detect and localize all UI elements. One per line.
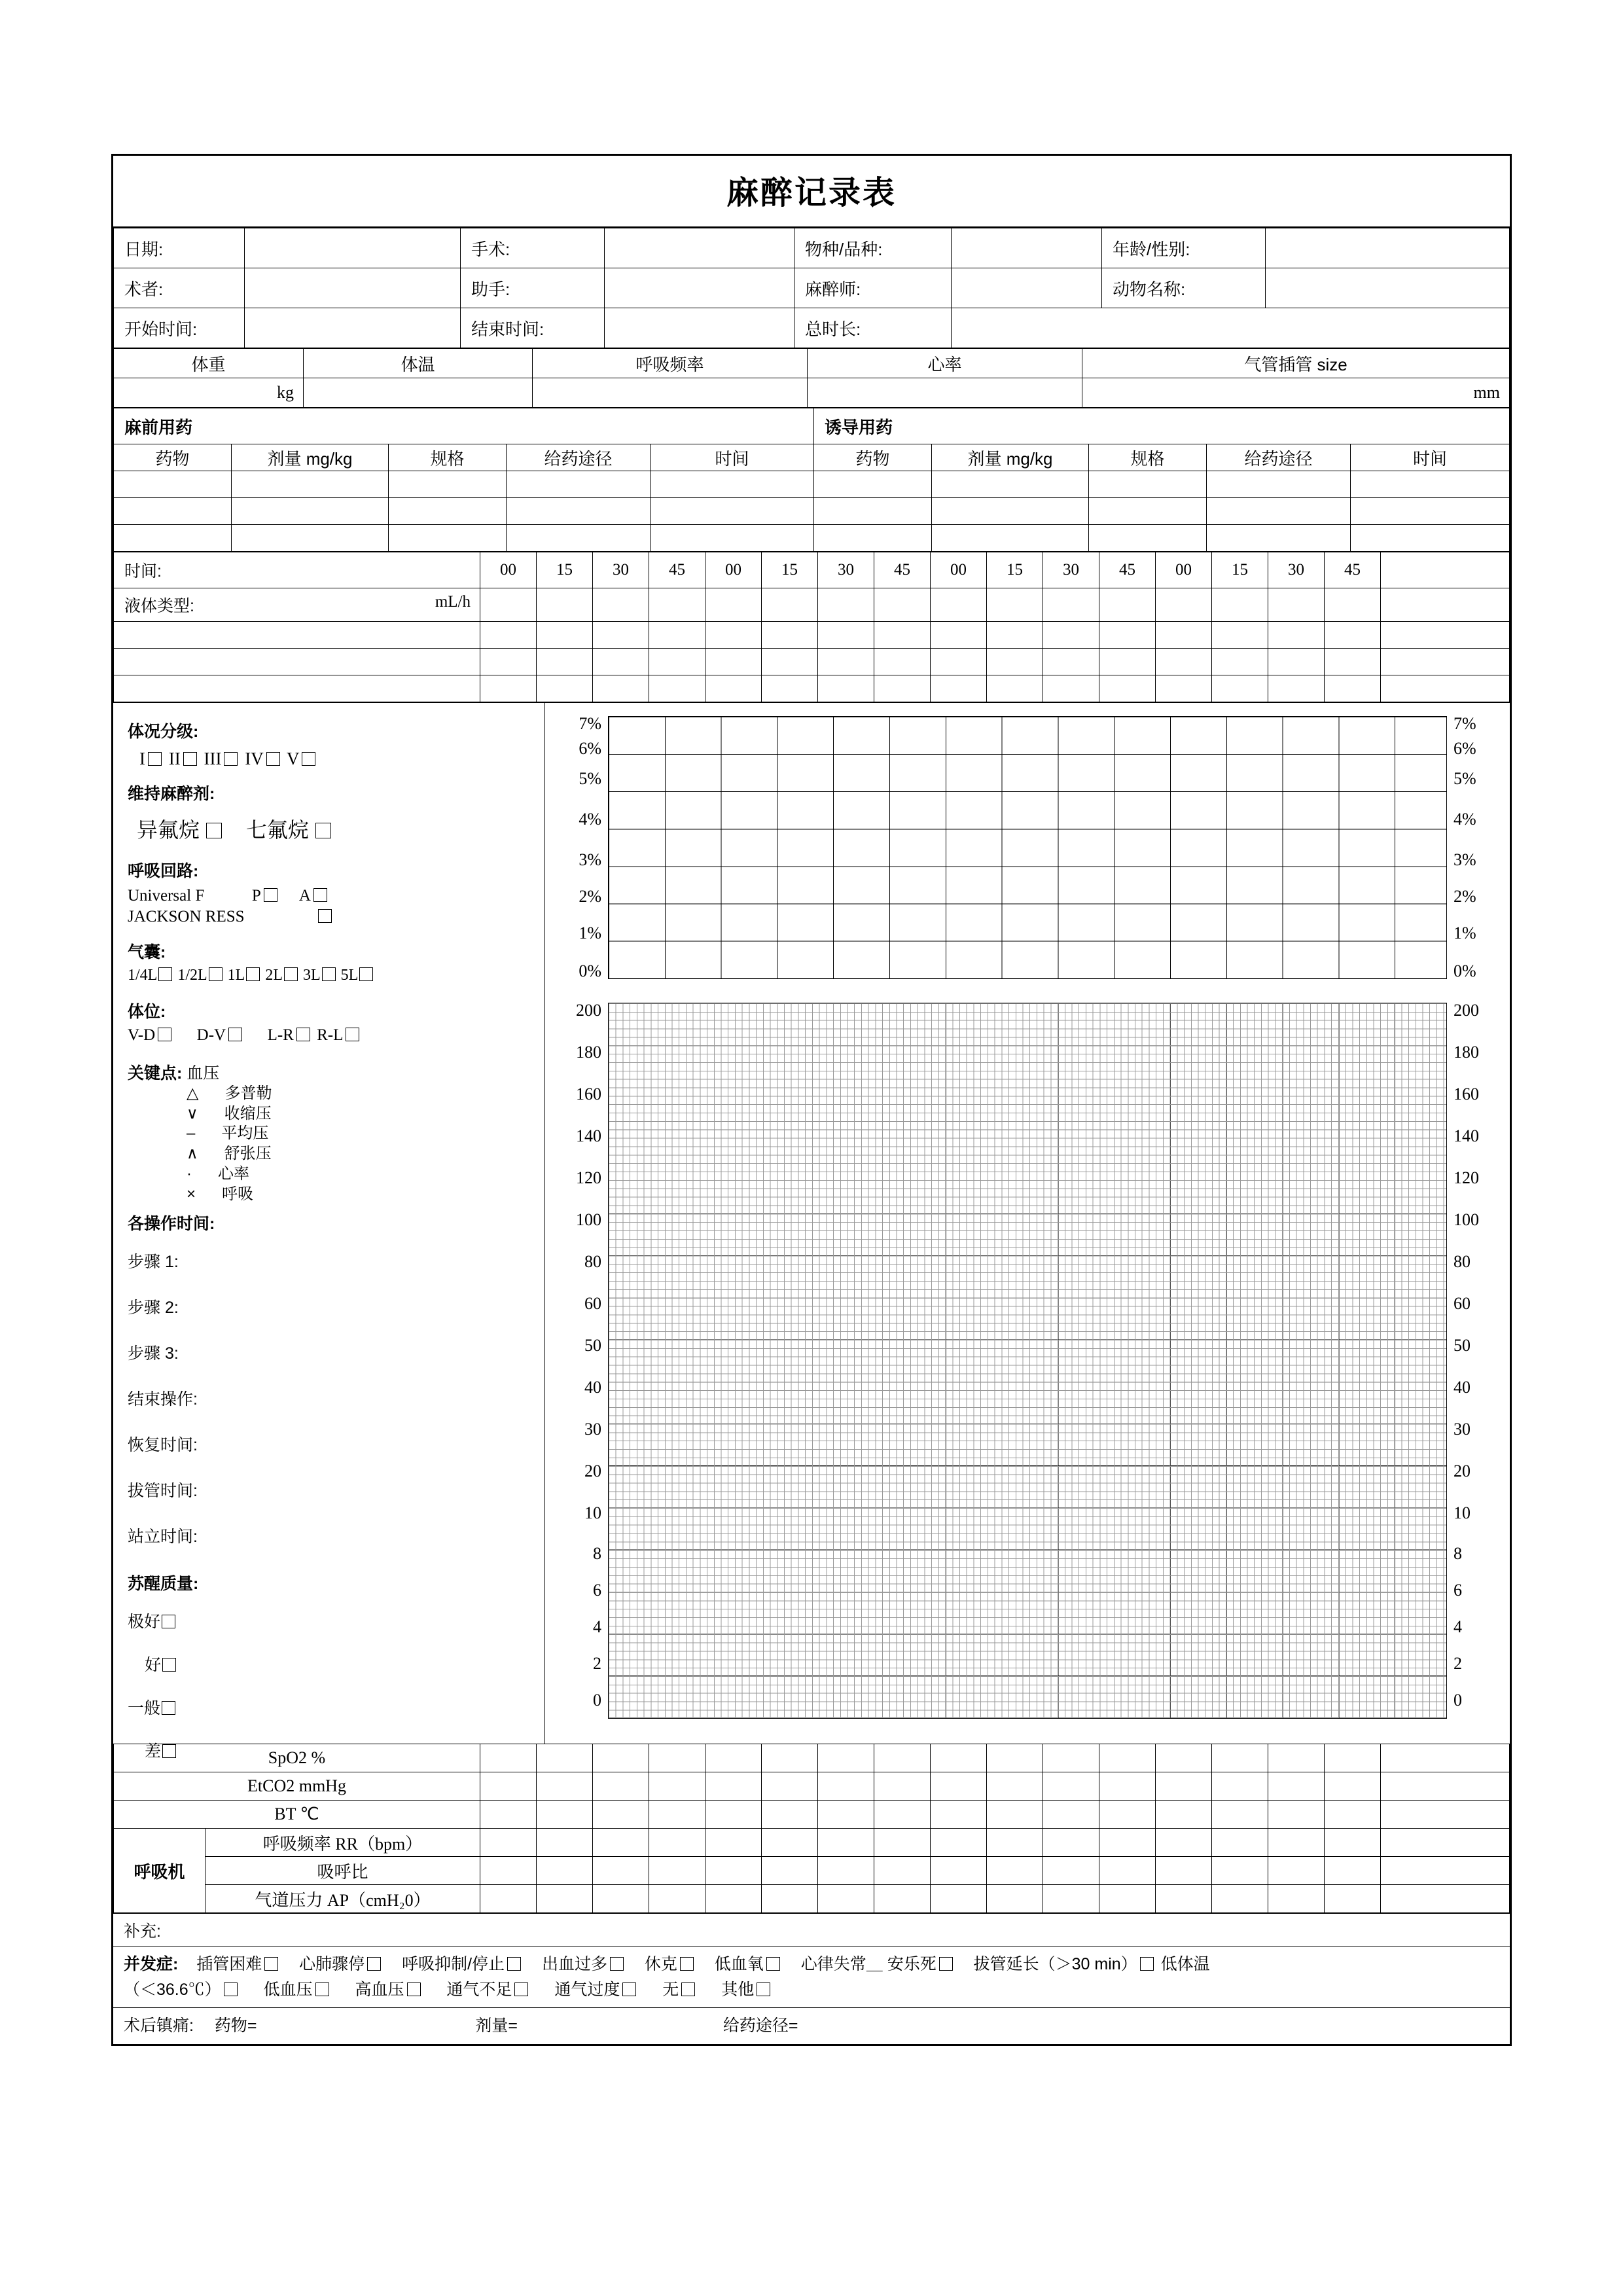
grade-I: I <box>139 749 145 768</box>
drug-row[interactable] <box>114 525 1510 552</box>
label-date: 日期: <box>114 228 245 268</box>
balloon-half: 1/2L <box>177 967 207 984</box>
complications-line-2[interactable] <box>113 1977 1510 2008</box>
balloon-title: 气囊: <box>128 943 166 961</box>
comp-euthanasia: 安乐死 <box>887 1954 936 1973</box>
position-dv: D-V <box>196 1026 226 1044</box>
fluid-blank-row[interactable] <box>114 675 1510 702</box>
tick-10: 30 <box>1043 552 1099 588</box>
legend-label: 舒张压 <box>224 1145 272 1163</box>
recovery-good[interactable] <box>145 1652 544 1676</box>
circuit-a-checkbox[interactable] <box>313 888 327 902</box>
vitals-field-rr[interactable] <box>533 378 808 408</box>
fluid-label-cell[interactable] <box>114 588 480 622</box>
tick-12: 00 <box>1156 552 1212 588</box>
comp-hypertension: 高血压 <box>355 1980 404 1999</box>
label-airway-pressure: 气道压力 AP（cmH₂0） <box>205 1885 480 1913</box>
field-duration[interactable] <box>952 308 1510 348</box>
induction-col-time: 时间 <box>1351 444 1510 471</box>
balloon-3l-checkbox[interactable] <box>322 967 336 981</box>
maintenance-options[interactable] <box>137 814 544 844</box>
axis-right-tick: 7% <box>1454 714 1476 733</box>
comp-arrhythmia-blank[interactable]: ＿ <box>866 1954 883 1973</box>
sevoflurane-label: 七氟烷 <box>245 818 309 842</box>
field-surgery[interactable] <box>605 228 794 268</box>
legend-item <box>187 1104 544 1124</box>
vitals-header-temp: 体温 <box>304 349 533 378</box>
circuit-p-checkbox[interactable] <box>264 888 277 902</box>
legend-symbol: ∨ <box>187 1104 198 1122</box>
legend-symbol: · <box>187 1164 192 1183</box>
position-vd-checkbox[interactable] <box>158 1028 171 1041</box>
comp-excess-bleeding-checkbox[interactable] <box>610 1957 624 1971</box>
timeline-table <box>113 552 1510 702</box>
recovery-excellent-checkbox[interactable] <box>162 1615 175 1628</box>
field-animal-name[interactable] <box>1266 268 1510 308</box>
balloon-quarter: 1/4L <box>128 967 158 984</box>
axis-left-tick: 30 <box>584 1420 601 1439</box>
axis-right-tick: 100 <box>1454 1210 1479 1229</box>
circuit-jackson-label: JACKSON RESS <box>128 908 245 925</box>
comp-cardiac-arrest: 心肺骤停 <box>299 1954 365 1973</box>
tick-8: 00 <box>931 552 987 588</box>
axis-right-tick: 6 <box>1454 1581 1462 1600</box>
drug-row[interactable] <box>114 471 1510 498</box>
comp-cardiac-arrest-checkbox[interactable] <box>367 1957 381 1971</box>
analgesia-drug-label: 药物= <box>214 2017 257 2036</box>
recovery-good-label: 好 <box>145 1656 162 1675</box>
comp-intubation-difficult-checkbox[interactable] <box>264 1957 278 1971</box>
circuit-jackson-checkbox[interactable] <box>318 909 332 923</box>
op-step-1[interactable]: 步骤 1: <box>128 1253 179 1272</box>
label-etco2: EtCO2 mmHg <box>114 1772 480 1801</box>
balloon-quarter-checkbox[interactable] <box>158 967 172 981</box>
axis-right-tick: 4 <box>1454 1617 1462 1636</box>
grade-III: III <box>204 749 222 768</box>
comp-hypoxemia-checkbox[interactable] <box>766 1957 780 1971</box>
position-rl: R-L <box>317 1026 344 1044</box>
axis-right-tick: 140 <box>1454 1126 1479 1145</box>
circuit-p-label: P <box>251 887 261 905</box>
axis-right-tick: 0% <box>1454 961 1476 980</box>
label-species: 物种/品种: <box>794 228 952 268</box>
axis-right-tick: 180 <box>1454 1043 1479 1062</box>
induction-col-dose: 剂量 mg/kg <box>932 444 1089 471</box>
tick-3: 45 <box>649 552 705 588</box>
vitals-header-rr: 呼吸频率 <box>533 349 808 378</box>
complications-block <box>113 1946 1510 2008</box>
legend-item <box>187 1084 544 1104</box>
legend-label: 呼吸 <box>222 1185 254 1203</box>
comp-intubation-difficult: 插管困难 <box>196 1954 262 1973</box>
position-vd: V-D <box>128 1026 156 1044</box>
recovery-poor[interactable] <box>145 1738 544 1762</box>
header-row-1 <box>114 228 1510 268</box>
label-animal-name: 动物名称: <box>1102 268 1266 308</box>
op-step-2[interactable]: 步骤 2: <box>128 1299 179 1318</box>
position-rl-checkbox[interactable] <box>346 1028 359 1041</box>
label-duration: 总时长: <box>794 308 952 348</box>
chart-plot-grid[interactable] <box>608 703 1447 1744</box>
legend-symbol: – <box>187 1124 196 1143</box>
comp-prolonged-extubation-checkbox[interactable] <box>1140 1957 1154 1971</box>
axis-right-tick: 3% <box>1454 850 1476 869</box>
legend-symbol: ∧ <box>187 1145 198 1163</box>
axis-right-tick: 5% <box>1454 769 1476 788</box>
comp-other: 其他 <box>721 1980 755 1999</box>
axis-right-tick: 160 <box>1454 1085 1479 1103</box>
op-step-3[interactable]: 步骤 3: <box>128 1344 179 1363</box>
ventilator-label: 呼吸机 <box>114 1829 205 1913</box>
induction-col-route: 给药途径 <box>1207 444 1351 471</box>
comp-hypothermia-checkbox[interactable] <box>224 1982 238 1996</box>
axis-left-tick: 140 <box>576 1126 601 1145</box>
axis-right-tick: 10 <box>1454 1503 1471 1522</box>
tick-0: 00 <box>480 552 537 588</box>
axis-left-tick: 40 <box>584 1378 601 1397</box>
position-options[interactable] <box>128 1026 544 1045</box>
induction-col-drug: 药物 <box>814 444 932 471</box>
axis-left-tick: 2 <box>593 1654 601 1673</box>
measurement-row-ie <box>114 1857 1510 1885</box>
header-row-3 <box>114 308 1510 348</box>
legend-item <box>187 1144 544 1164</box>
footer-section <box>113 1913 1510 2044</box>
complication-label: 并发症: <box>124 1954 179 1973</box>
isoflurane-checkbox[interactable] <box>206 823 222 838</box>
comp-hyperventilation-checkbox[interactable] <box>622 1982 636 1996</box>
premed-col-drug: 药物 <box>114 444 232 471</box>
comp-resp-depression-checkbox[interactable] <box>507 1957 521 1971</box>
supplement-row[interactable] <box>113 1914 1510 1946</box>
balloon-options[interactable] <box>128 967 544 984</box>
supplement-label: 补充: <box>124 1922 161 1941</box>
legend-item <box>187 1124 544 1144</box>
legend-label: 平均压 <box>221 1124 269 1143</box>
label-rr: 呼吸频率 RR（bpm） <box>205 1829 480 1857</box>
isoflurane-label: 异氟烷 <box>137 818 200 842</box>
op-standing-time[interactable]: 站立时间: <box>128 1528 198 1547</box>
comp-hypertension-checkbox[interactable] <box>407 1982 421 1996</box>
grade-IV: IV <box>245 749 264 768</box>
tick-2: 30 <box>593 552 649 588</box>
position-title: 体位: <box>128 1003 166 1021</box>
axis-right-tick: 4% <box>1454 810 1476 829</box>
key-points-title: 关键点: <box>128 1064 183 1083</box>
balloon-1l-checkbox[interactable] <box>246 967 260 981</box>
axis-left-tick: 160 <box>576 1085 601 1103</box>
op-end[interactable]: 结束操作: <box>128 1390 198 1409</box>
circuit-jackson-row[interactable] <box>128 908 544 926</box>
premed-col-time: 时间 <box>651 444 814 471</box>
page-title: 麻醉记录表 <box>113 156 1510 228</box>
axis-right-tick: 6% <box>1454 739 1476 758</box>
axis-right-tick: 120 <box>1454 1168 1479 1187</box>
label-ie-ratio: 吸呼比 <box>205 1857 480 1885</box>
label-spo2: SpO2 % <box>114 1744 480 1772</box>
analgesia-row[interactable] <box>113 2008 1510 2044</box>
axis-left-tick: 50 <box>584 1336 601 1355</box>
premed-col-route: 给药途径 <box>507 444 651 471</box>
vitals-header-row <box>114 349 1510 378</box>
timeline-tick-row <box>114 552 1510 588</box>
comp-hypoventilation: 通气不足 <box>446 1980 512 1999</box>
grade-V: V <box>286 749 300 768</box>
axis-left-tick: 7% <box>579 714 601 733</box>
legend-label: 收缩压 <box>224 1104 272 1122</box>
axis-left-tick: 0 <box>593 1691 601 1710</box>
recovery-excellent-label: 极好 <box>128 1613 161 1632</box>
header-info-table <box>113 228 1510 348</box>
tick-11: 45 <box>1099 552 1156 588</box>
analgesia-route-label: 给药途径= <box>722 2017 798 2036</box>
grade-I-checkbox[interactable] <box>148 752 162 766</box>
timeline-label: 时间: <box>114 552 480 588</box>
tick-13: 15 <box>1212 552 1268 588</box>
balloon-1l: 1L <box>227 967 245 984</box>
fluid-blank-row[interactable] <box>114 622 1510 649</box>
measurement-row-rr <box>114 1829 1510 1857</box>
comp-none-checkbox[interactable] <box>681 1982 695 1996</box>
comp-prolonged-extubation: 拔管延长（＞30 min） <box>973 1954 1137 1973</box>
recovery-excellent[interactable] <box>128 1609 544 1632</box>
comp-other-checkbox[interactable] <box>757 1982 770 1996</box>
fluid-row <box>114 588 1510 622</box>
tick-6: 30 <box>818 552 874 588</box>
circuit-universal-f-label: Universal F <box>128 887 205 905</box>
grade-III-checkbox[interactable] <box>224 752 238 766</box>
complications-line-1[interactable] <box>113 1946 1510 1977</box>
axis-left-tick: 180 <box>576 1043 601 1062</box>
label-end-time: 结束时间: <box>461 308 605 348</box>
chart-grid-upper[interactable] <box>608 716 1447 979</box>
axis-left-tick: 200 <box>576 1001 601 1020</box>
recovery-fair-label: 一般 <box>128 1699 161 1718</box>
comp-shock-checkbox[interactable] <box>680 1957 694 1971</box>
label-surgery: 手术: <box>461 228 605 268</box>
analgesia-block <box>113 2007 1510 2044</box>
axis-right-tick: 0 <box>1454 1691 1462 1710</box>
axis-left-tick: 1% <box>579 924 601 942</box>
axis-left-tick: 8 <box>593 1544 601 1563</box>
vitals-table <box>113 348 1510 408</box>
key-points-legend <box>187 1084 544 1204</box>
tick-1: 15 <box>537 552 593 588</box>
tick-9: 15 <box>987 552 1043 588</box>
field-date[interactable] <box>245 228 461 268</box>
axis-left-tick: 4% <box>579 810 601 829</box>
induction-title: 诱导用药 <box>814 408 1510 444</box>
axis-left-tick: 0% <box>579 961 601 980</box>
recovery-fair-checkbox[interactable] <box>162 1701 175 1715</box>
comp-hypoventilation-checkbox[interactable] <box>514 1982 528 1996</box>
vitals-unit-kg[interactable]: kg <box>114 378 304 408</box>
op-extubation-time[interactable]: 拔管时间: <box>128 1482 198 1501</box>
comp-arrhythmia: 心律失常 <box>800 1954 866 1973</box>
field-surgeon[interactable] <box>245 268 461 308</box>
tick-15: 45 <box>1325 552 1381 588</box>
recovery-poor-label: 差 <box>145 1742 162 1761</box>
label-surgeon: 术者: <box>114 268 245 308</box>
label-age-sex: 年龄/性别: <box>1102 228 1266 268</box>
balloon-3l: 3L <box>303 967 321 984</box>
vitals-header-weight: 体重 <box>114 349 304 378</box>
header-row-2 <box>114 268 1510 308</box>
comp-hypothermia: 低体温 <box>1160 1954 1210 1973</box>
axis-left-tick: 10 <box>584 1503 601 1522</box>
pre-med-title: 麻前用药 <box>114 408 814 444</box>
comp-hypoxemia: 低血氧 <box>714 1954 764 1973</box>
comp-hyperventilation: 通气过度 <box>554 1980 620 1999</box>
vitals-header-ett: 气管插管 size <box>1082 349 1510 378</box>
axis-right-tick: 8 <box>1454 1544 1462 1563</box>
circuit-universal-f-row[interactable] <box>128 887 544 905</box>
axis-right-tick: 200 <box>1454 1001 1479 1020</box>
comp-hypotension: 低血压 <box>263 1980 313 1999</box>
field-start-time[interactable] <box>245 308 461 348</box>
axis-left-tick: 60 <box>584 1294 601 1313</box>
legend-item <box>187 1164 544 1185</box>
grade-II: II <box>168 749 181 768</box>
drug-column-header-row <box>114 444 1510 471</box>
axis-left-tick: 4 <box>593 1617 601 1636</box>
sevoflurane-checkbox[interactable] <box>315 823 331 838</box>
axis-left-tick: 100 <box>576 1210 601 1229</box>
fluid-blank-row[interactable] <box>114 649 1510 675</box>
tick-14: 30 <box>1268 552 1325 588</box>
key-points-sub: 血压 <box>187 1064 220 1083</box>
axis-left-tick: 120 <box>576 1168 601 1187</box>
balloon-half-checkbox[interactable] <box>209 967 223 981</box>
balloon-5l-checkbox[interactable] <box>359 967 373 981</box>
analgesia-label: 术后镇痛: <box>124 2017 194 2036</box>
circuit-title: 呼吸回路: <box>128 862 199 880</box>
comp-shock: 休克 <box>644 1954 677 1973</box>
vitals-unit-mm[interactable]: mm <box>1082 378 1510 408</box>
grade-V-checkbox[interactable] <box>302 752 315 766</box>
measurements-table <box>113 1744 1510 1913</box>
balloon-5l: 5L <box>340 967 359 984</box>
premed-col-spec: 规格 <box>389 444 507 471</box>
axis-left-tick: 80 <box>584 1252 601 1271</box>
comp-hypothermia-threshold: （＜36.6℃） <box>124 1980 221 1999</box>
induction-col-spec: 规格 <box>1089 444 1207 471</box>
field-age-sex[interactable] <box>1266 228 1510 268</box>
comp-excess-bleeding: 出血过多 <box>541 1954 607 1973</box>
axis-right-tick: 60 <box>1454 1294 1471 1313</box>
tick-4: 00 <box>705 552 762 588</box>
balloon-2l-checkbox[interactable] <box>284 967 298 981</box>
comp-hypotension-checkbox[interactable] <box>315 1982 329 1996</box>
axis-left-tick: 20 <box>584 1462 601 1480</box>
drug-section-title-row <box>114 408 1510 444</box>
grade-II-checkbox[interactable] <box>183 752 197 766</box>
legend-symbol: △ <box>187 1085 199 1102</box>
vitals-field-hr[interactable] <box>808 378 1082 408</box>
fluid-unit: mL/h <box>435 593 471 611</box>
axis-left-tick: 6% <box>579 739 601 758</box>
position-dv-checkbox[interactable] <box>228 1028 242 1041</box>
tick-7: 45 <box>874 552 931 588</box>
field-assistant[interactable] <box>605 268 794 308</box>
legend-label: 多普勒 <box>224 1085 272 1102</box>
fluid-label: 液体类型: <box>124 597 194 615</box>
axis-right-tick: 40 <box>1454 1378 1471 1397</box>
chart-axis-left <box>545 703 608 1744</box>
axis-right-tick: 80 <box>1454 1252 1471 1271</box>
axis-left-tick: 2% <box>579 887 601 906</box>
chart-grid-lower[interactable] <box>608 1003 1447 1719</box>
axis-right-tick: 2% <box>1454 887 1476 906</box>
vitals-field-temp[interactable] <box>304 378 533 408</box>
position-lr: L-R <box>267 1026 294 1044</box>
label-start-time: 开始时间: <box>114 308 245 348</box>
drug-row[interactable] <box>114 498 1510 525</box>
legend-symbol: × <box>187 1185 196 1203</box>
field-species[interactable] <box>952 228 1102 268</box>
recovery-good-checkbox[interactable] <box>162 1658 176 1672</box>
comp-resp-depression: 呼吸抑制/停止 <box>402 1954 505 1973</box>
axis-right-tick: 50 <box>1454 1336 1471 1355</box>
key-points-row <box>128 1060 544 1084</box>
measurement-row-bt <box>114 1801 1510 1829</box>
circuit-a-label: A <box>298 887 311 905</box>
vitals-value-row <box>114 378 1510 408</box>
field-anesthetist[interactable] <box>952 268 1102 308</box>
balloon-2l: 2L <box>265 967 283 984</box>
premed-col-dose: 剂量 mg/kg <box>232 444 389 471</box>
operations-title: 各操作时间: <box>128 1215 215 1234</box>
label-assistant: 助手: <box>461 268 605 308</box>
status-grade-options[interactable] <box>139 749 544 769</box>
recovery-poor-checkbox[interactable] <box>162 1744 176 1758</box>
label-bt: BT ℃ <box>114 1801 480 1829</box>
label-anesthetist: 麻醉师: <box>794 268 952 308</box>
analgesia-dose-label: 剂量= <box>475 2017 518 2036</box>
measurement-row-etco2 <box>114 1772 1510 1801</box>
legend-label: 心率 <box>218 1164 249 1183</box>
axis-right-tick: 2 <box>1454 1654 1462 1673</box>
maintenance-title: 维持麻醉剂: <box>128 785 215 803</box>
grade-IV-checkbox[interactable] <box>266 752 280 766</box>
status-grade-title: 体况分级: <box>128 723 199 741</box>
field-end-time[interactable] <box>605 308 794 348</box>
legend-item <box>187 1185 544 1205</box>
vitals-header-hr: 心率 <box>808 349 1082 378</box>
axis-left-tick: 3% <box>579 850 601 869</box>
chart-axis-right <box>1447 703 1510 1744</box>
comp-euthanasia-checkbox[interactable] <box>939 1957 953 1971</box>
comp-none: 无 <box>662 1980 679 1999</box>
record-sheet <box>111 154 1512 2046</box>
tick-5: 15 <box>762 552 818 588</box>
axis-right-tick: 1% <box>1454 924 1476 942</box>
axis-left-tick: 5% <box>579 769 601 788</box>
position-lr-checkbox[interactable] <box>296 1028 310 1041</box>
drug-table <box>113 408 1510 552</box>
measurement-row-ap <box>114 1885 1510 1913</box>
axis-right-tick: 20 <box>1454 1462 1471 1480</box>
axis-left-tick: 6 <box>593 1581 601 1600</box>
axis-right-tick: 30 <box>1454 1420 1471 1439</box>
recovery-quality-title: 苏醒质量: <box>128 1575 199 1594</box>
op-recovery-time[interactable]: 恢复时间: <box>128 1436 198 1455</box>
recovery-fair[interactable] <box>128 1695 544 1719</box>
